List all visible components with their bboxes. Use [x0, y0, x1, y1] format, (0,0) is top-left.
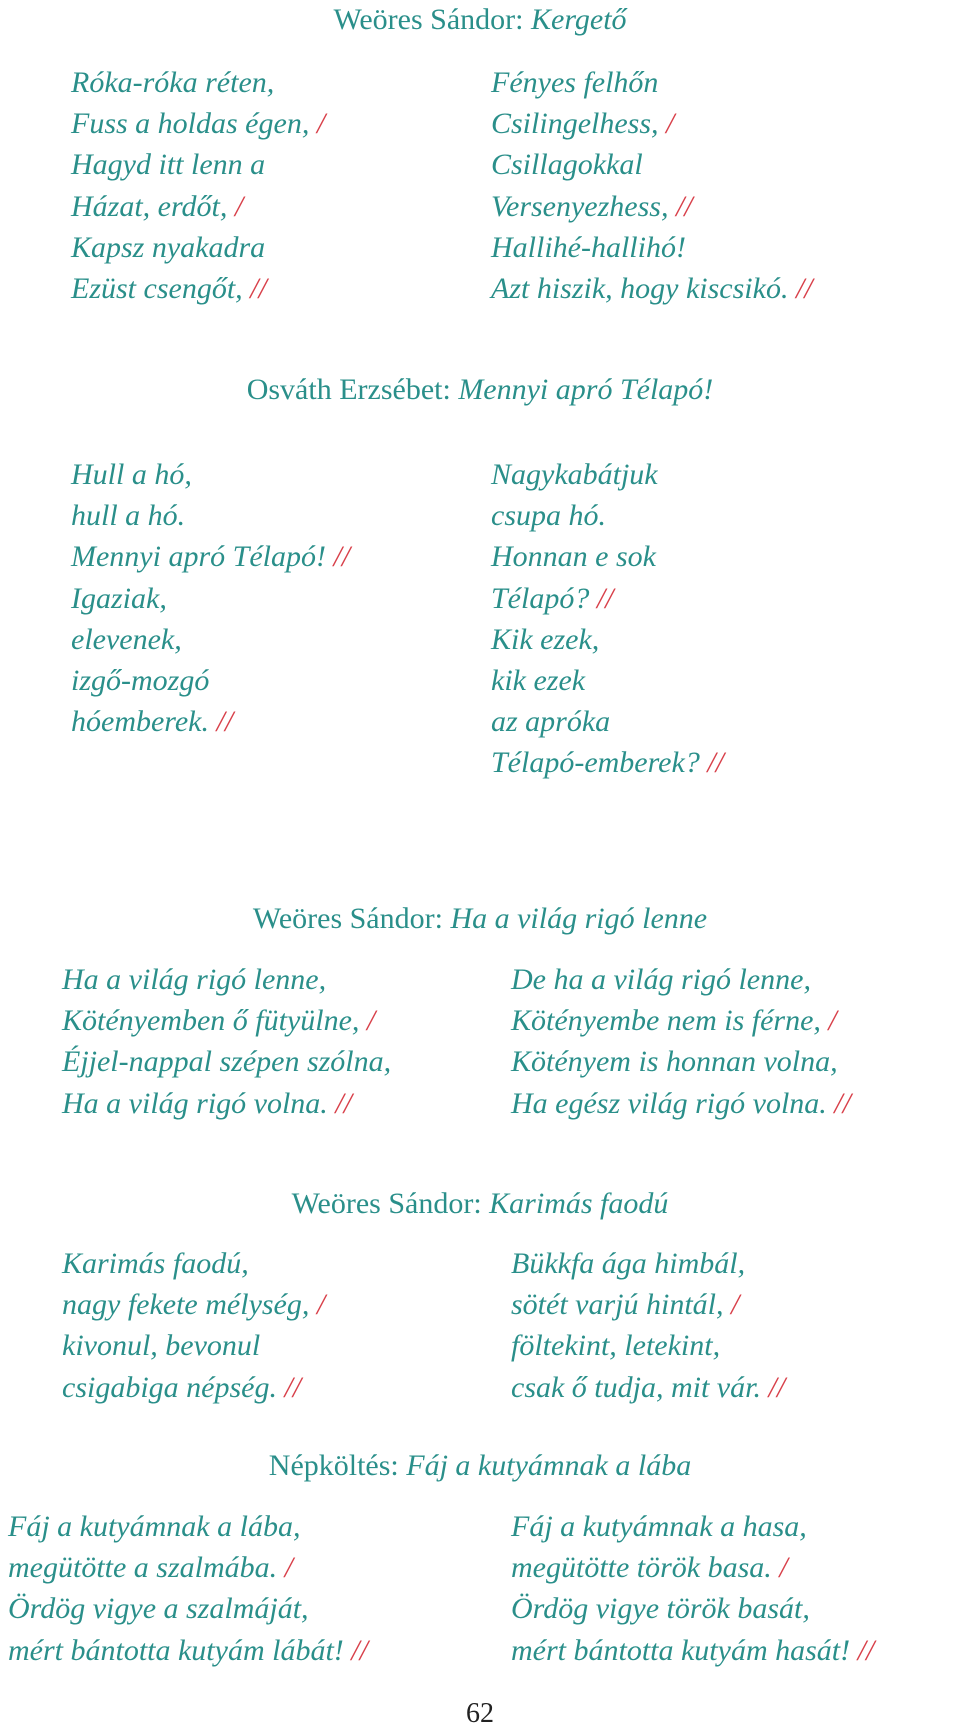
- poem-right-column: [511, 1243, 785, 1408]
- poem-name: Ha a világ rigó lenne: [450, 902, 708, 935]
- poem-title: [0, 1448, 960, 1484]
- verse-line: Éjjel-nappal szépen szólna,: [62, 1045, 392, 1079]
- poem-author: Osváth Erzsébet:: [246, 373, 451, 406]
- verse-line: megütötte török basa. /: [511, 1551, 788, 1585]
- poem-right-column: [491, 454, 724, 784]
- verse-line: Kapsz nyakadra: [71, 230, 266, 264]
- verse-line: Házat, erdőt, /: [71, 189, 244, 223]
- verse-line: Versenyezhess, //: [491, 189, 693, 223]
- verse-line: Nagykabátjuk: [491, 458, 658, 491]
- poem-right-column: [491, 62, 813, 309]
- verse-line: Honnan e sok: [491, 540, 656, 574]
- poem-right-column: [511, 1506, 874, 1671]
- verse-line: Ha egész világ rigó volna. //: [511, 1086, 851, 1120]
- verse-line: Róka-róka réten,: [71, 66, 275, 99]
- verse-line: Fuss a holdas égen, /: [71, 107, 326, 141]
- poem-title: [0, 1186, 960, 1222]
- verse-line: csigabiga népség. //: [62, 1370, 302, 1404]
- verse-line: Azt hiszik, hogy kiscsikó. //: [491, 271, 813, 305]
- verse-line: Fényes felhőn: [491, 66, 659, 99]
- poem-name: Fáj a kutyámnak a lába: [406, 1449, 692, 1482]
- page-number: 62: [466, 1698, 494, 1729]
- verse-line: Hagyd itt lenn a: [71, 148, 266, 182]
- verse-line: mért bántotta kutyám hasát! //: [511, 1633, 875, 1667]
- poem-title: [0, 372, 960, 408]
- verse-line: Ha a világ rigó volna. //: [62, 1086, 352, 1120]
- verse-line: hull a hó.: [71, 499, 186, 533]
- verse-line: Ha a világ rigó lenne,: [62, 963, 327, 996]
- poem-author: Weöres Sándor:: [333, 3, 524, 36]
- verse-line: csak ő tudja, mit vár. //: [511, 1370, 786, 1404]
- poem-author: Népköltés:: [268, 1449, 399, 1482]
- verse-line: Fáj a kutyámnak a lába,: [8, 1510, 301, 1543]
- verse-line: Bükkfa ága himbál,: [511, 1247, 746, 1280]
- verse-line: megütötte a szalmába. /: [8, 1551, 293, 1585]
- poem-left-column: [8, 1506, 368, 1671]
- poem-title: [0, 2, 960, 38]
- verse-line: sötét varjú hintál, /: [511, 1288, 740, 1322]
- verse-line: izgő-mozgó: [71, 663, 210, 697]
- verse-line: Csillagokkal: [491, 148, 643, 182]
- verse-line: hóemberek. //: [71, 705, 234, 739]
- poem-author: Weöres Sándor:: [291, 1187, 482, 1220]
- verse-line: Karimás faodú,: [62, 1247, 249, 1280]
- verse-line: kik ezek: [491, 663, 586, 697]
- verse-line: Hallihé-hallihó!: [491, 230, 686, 264]
- verse-line: Csilingelhess, /: [491, 107, 675, 141]
- verse-line: Kötényembe nem is férne, /: [511, 1004, 837, 1038]
- poem-name: Karimás faodú: [489, 1187, 669, 1220]
- poem-left-column: [71, 454, 350, 742]
- verse-line: Kötényem is honnan volna,: [511, 1045, 838, 1079]
- poem-left-column: [62, 1243, 325, 1408]
- verse-line: Ördög vigye a szalmáját,: [8, 1592, 309, 1626]
- verse-line: Kik ezek,: [491, 622, 600, 656]
- poem-author: Weöres Sándor:: [252, 902, 443, 935]
- verse-line: Télapó? //: [491, 581, 614, 615]
- verse-line: De ha a világ rigó lenne,: [511, 963, 811, 996]
- verse-line: csupa hó.: [491, 499, 606, 533]
- poem-left-column: [62, 959, 391, 1124]
- verse-line: Hull a hó,: [71, 458, 192, 491]
- verse-line: az apróka: [491, 705, 611, 739]
- verse-line: Kötényemben ő fütyülne, /: [62, 1004, 376, 1038]
- poem-left-column: [71, 62, 325, 309]
- verse-line: föltekint, letekint,: [511, 1329, 721, 1363]
- verse-line: elevenek,: [71, 622, 182, 656]
- poem-right-column: [511, 959, 851, 1124]
- verse-line: nagy fekete mélység, /: [62, 1288, 326, 1322]
- poem-title: [0, 901, 960, 937]
- verse-line: mért bántotta kutyám lábát! //: [8, 1633, 368, 1667]
- verse-line: kivonul, bevonul: [62, 1329, 261, 1363]
- poem-name: Kergető: [531, 3, 627, 36]
- verse-line: Igaziak,: [71, 581, 167, 615]
- verse-line: Ezüst csengőt, //: [71, 271, 267, 305]
- verse-line: Fáj a kutyámnak a hasa,: [511, 1510, 807, 1543]
- verse-line: Télapó-emberek? //: [491, 746, 724, 780]
- verse-line: Mennyi apró Télapó! //: [71, 540, 351, 574]
- verse-line: Ördög vigye török basát,: [511, 1592, 810, 1626]
- poem-name: Mennyi apró Télapó!: [458, 373, 714, 406]
